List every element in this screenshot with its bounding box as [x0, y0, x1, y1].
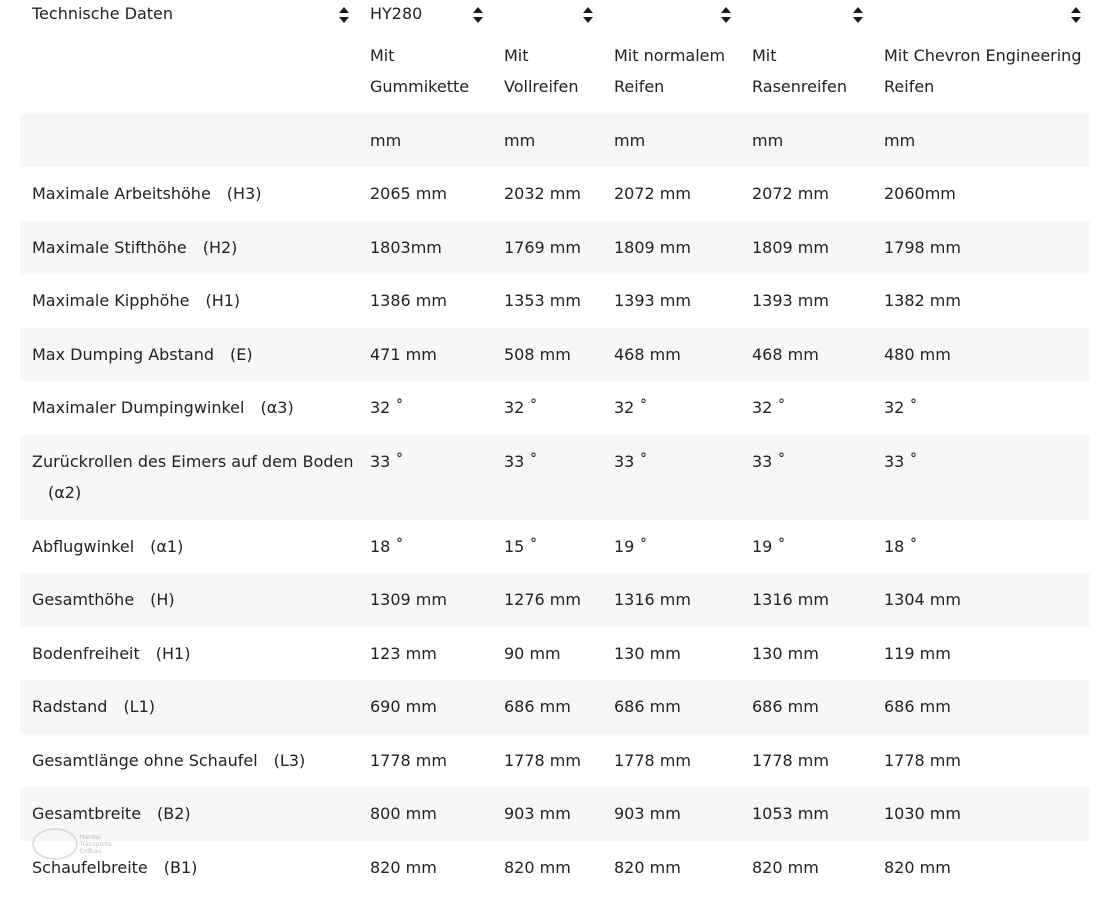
value-cell: 32 ˚	[614, 398, 648, 417]
unit-cell: mm	[358, 114, 492, 167]
value-cell: 468 mm	[740, 328, 872, 382]
row-label	[20, 381, 358, 435]
watermark-line: ·Erdbau	[78, 848, 102, 855]
dealer-watermark	[30, 818, 120, 862]
value-cell: 2032 mm	[504, 184, 581, 203]
watermark-line: ·Transporte	[78, 841, 112, 848]
value-cell: 686 mm	[492, 680, 602, 734]
value-cell: 33 ˚	[492, 435, 602, 520]
value-cell: 19 ˚	[614, 536, 648, 556]
value-cell: 1778 mm	[752, 750, 829, 770]
row-label	[20, 328, 358, 382]
value-cell: 686 mm	[872, 680, 1090, 734]
value-cell: 480 mm	[872, 328, 1090, 382]
value-cell: 1353 mm	[504, 291, 581, 310]
column-header-5[interactable]	[740, 0, 872, 28]
value-cell: 820 mm	[884, 857, 951, 877]
text-line: Reifen	[884, 77, 935, 96]
row-label	[20, 274, 358, 328]
value-cell: 686 mm	[602, 680, 740, 734]
value-cell: 820 mm	[614, 857, 681, 877]
sort-icon[interactable]	[583, 7, 594, 23]
table-row	[20, 520, 1090, 574]
table-row	[20, 734, 1090, 788]
value-cell: 33 ˚	[602, 435, 740, 520]
row-label	[20, 167, 358, 221]
row-label	[20, 627, 358, 681]
variant-cell	[358, 28, 492, 114]
variant-cell	[740, 28, 872, 114]
row-label	[20, 680, 358, 734]
text-line: Gesamtbreite (B2)	[32, 804, 191, 823]
value-cell: 508 mm	[492, 328, 602, 382]
value-cell: 1393 mm	[752, 291, 829, 310]
value-cell: 2072 mm	[752, 184, 829, 203]
value-cell: 903 mm	[602, 787, 740, 841]
text-line: Max Dumping Abstand (E)	[32, 344, 253, 364]
value-cell: 1809 mm	[602, 221, 740, 275]
value-cell: 1803mm	[358, 221, 492, 275]
text-line: Mit	[504, 46, 529, 65]
column-header-6[interactable]	[872, 0, 1090, 28]
value-cell: 2072 mm	[614, 184, 691, 203]
value-cell: 1769 mm	[492, 221, 602, 275]
unit-cell: mm	[492, 114, 602, 167]
table-row	[20, 274, 1090, 328]
text-line: Gesamthöhe (H)	[32, 590, 175, 609]
row-label	[20, 734, 358, 788]
table-row	[20, 787, 1090, 841]
sort-icon[interactable]	[473, 7, 484, 23]
variant-cell	[872, 28, 1090, 114]
value-cell: 1778 mm	[614, 750, 691, 770]
text-line: Maximale Arbeitshöhe (H3)	[32, 184, 262, 203]
value-cell: 1393 mm	[614, 291, 691, 310]
unit-cell	[20, 114, 358, 167]
text-line: Zurückrollen des Eimers auf dem Boden	[32, 451, 354, 471]
sort-icon[interactable]	[339, 7, 350, 23]
table-header-row	[20, 0, 1090, 28]
value-cell: 130 mm	[752, 643, 819, 663]
text-line: Mit Chevron Engineering	[884, 46, 1082, 65]
value-cell: 18 ˚	[370, 536, 404, 556]
table-row	[20, 627, 1090, 681]
technical-data-table	[20, 0, 1090, 894]
value-cell: 468 mm	[602, 328, 740, 382]
value-cell: 820 mm	[504, 857, 571, 877]
watermark-text	[78, 834, 112, 855]
value-cell: 820 mm	[752, 857, 819, 877]
value-cell: 90 mm	[504, 643, 561, 663]
text-line: Maximale Stifthöhe (H2)	[32, 237, 238, 257]
variant-cell	[492, 28, 602, 114]
table-row	[20, 381, 1090, 435]
value-cell: 1309 mm	[358, 573, 492, 627]
table-row	[20, 435, 1090, 520]
value-cell: 32 ˚	[884, 398, 918, 417]
value-cell: 15 ˚	[504, 536, 538, 556]
value-cell: 2065 mm	[370, 184, 447, 203]
value-cell: 1798 mm	[872, 221, 1090, 275]
text-line: Schaufelbreite (B1)	[32, 857, 198, 877]
text-line: Abflugwinkel (α1)	[32, 536, 184, 556]
value-cell: 1030 mm	[872, 787, 1090, 841]
value-cell: 1382 mm	[884, 291, 961, 310]
table-row	[20, 680, 1090, 734]
text-line: Vollreifen	[504, 77, 579, 96]
value-cell: 33 ˚	[872, 435, 1090, 520]
value-cell: 2060mm	[884, 184, 956, 203]
unit-cell: mm	[872, 114, 1090, 167]
table-row	[20, 328, 1090, 382]
value-cell: 123 mm	[370, 643, 437, 663]
text-line: Maximale Kipphöhe (H1)	[32, 291, 241, 310]
unit-row	[20, 114, 1090, 167]
variant-cell	[602, 28, 740, 114]
column-header-technische-daten[interactable]	[20, 0, 358, 28]
unit-cell: mm	[602, 114, 740, 167]
value-cell: 32 ˚	[370, 398, 404, 417]
column-header-label: HY280	[370, 4, 423, 23]
value-cell: 18 ˚	[884, 536, 918, 556]
text-line: Mit normalem	[614, 46, 726, 65]
value-cell: 471 mm	[358, 328, 492, 382]
column-header-4[interactable]	[602, 0, 740, 28]
value-cell: 33 ˚	[358, 435, 492, 520]
text-line: Bodenfreiheit (H1)	[32, 643, 191, 663]
value-cell: 119 mm	[884, 643, 951, 663]
row-label	[20, 435, 358, 520]
value-cell: 1316 mm	[602, 573, 740, 627]
variant-cell	[20, 28, 358, 114]
value-cell: 1276 mm	[492, 573, 602, 627]
table-row	[20, 167, 1090, 221]
text-line: Rasenreifen	[752, 77, 848, 96]
column-header-label: Technische Daten	[32, 4, 174, 23]
text-line: Radstand (L1)	[32, 697, 156, 716]
table-row	[20, 573, 1090, 627]
sort-icon[interactable]	[853, 7, 864, 23]
value-cell: 820 mm	[370, 857, 437, 877]
value-cell: 19 ˚	[752, 536, 786, 556]
sort-icon[interactable]	[721, 7, 732, 23]
watermark-line: ·Handel	[78, 834, 102, 841]
text-line: Reifen	[614, 77, 665, 96]
text-line: Gesamtlänge ohne Schaufel (L3)	[32, 750, 306, 770]
column-header-3[interactable]	[492, 0, 602, 28]
text-line: Mit	[752, 46, 777, 65]
unit-cell: mm	[740, 114, 872, 167]
text-line: (α2)	[32, 482, 82, 502]
table-row	[20, 221, 1090, 275]
value-cell: 1778 mm	[504, 750, 581, 770]
value-cell: 130 mm	[614, 643, 681, 663]
row-label	[20, 221, 358, 275]
value-cell: 1316 mm	[740, 573, 872, 627]
value-cell: 690 mm	[358, 680, 492, 734]
value-cell: 1778 mm	[884, 750, 961, 770]
value-cell: 32 ˚	[504, 398, 538, 417]
value-cell: 1809 mm	[740, 221, 872, 275]
text-line: Mit	[370, 46, 395, 65]
variant-row	[20, 28, 1090, 114]
value-cell: 800 mm	[358, 787, 492, 841]
value-cell: 1053 mm	[740, 787, 872, 841]
column-header-hy280[interactable]	[358, 0, 492, 28]
value-cell: 1778 mm	[370, 750, 447, 770]
text-line: Maximaler Dumpingwinkel (α3)	[32, 398, 294, 417]
value-cell: 1386 mm	[370, 291, 447, 310]
logo-icon	[32, 828, 78, 860]
value-cell: 686 mm	[740, 680, 872, 734]
table-row	[20, 841, 1090, 895]
value-cell: 32 ˚	[752, 398, 786, 417]
value-cell: 1304 mm	[872, 573, 1090, 627]
value-cell: 33 ˚	[740, 435, 872, 520]
sort-icon[interactable]	[1071, 7, 1082, 23]
text-line: Gummikette	[370, 77, 470, 96]
value-cell: 903 mm	[492, 787, 602, 841]
row-label	[20, 573, 358, 627]
row-label	[20, 520, 358, 574]
